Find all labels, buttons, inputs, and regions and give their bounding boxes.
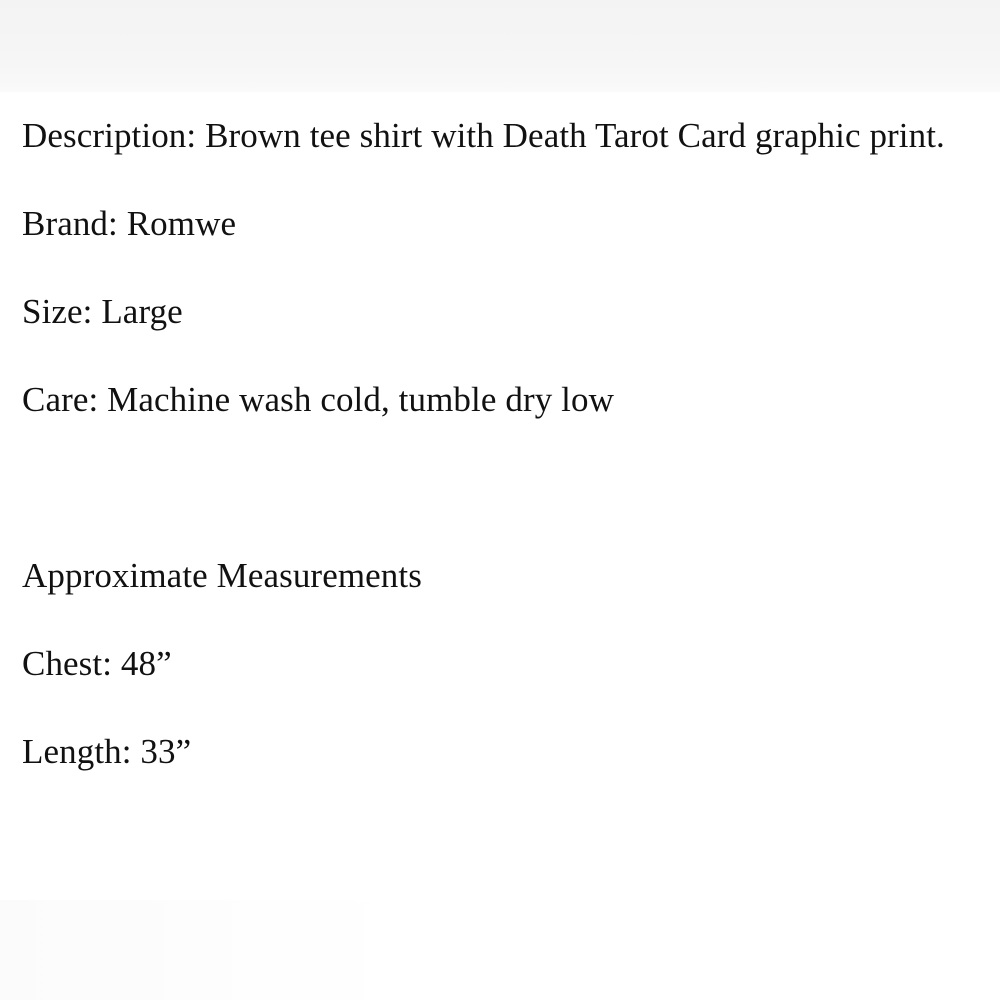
measurements-heading: Approximate Measurements [22, 556, 422, 595]
top-band [0, 0, 1000, 92]
length-measurement: Length: 33” [22, 732, 192, 771]
listing-details [22, 112, 982, 776]
description-text: Description: Brown tee shirt with Death Tarot Card graphic print. [22, 116, 945, 155]
care-text: Care: Machine wash cold, tumble dry low [22, 380, 614, 419]
chest-measurement: Chest: 48” [22, 644, 172, 683]
size-text: Size: Large [22, 292, 183, 331]
brand-text: Brand: Romwe [22, 204, 237, 243]
bottom-fade [0, 900, 1000, 1000]
